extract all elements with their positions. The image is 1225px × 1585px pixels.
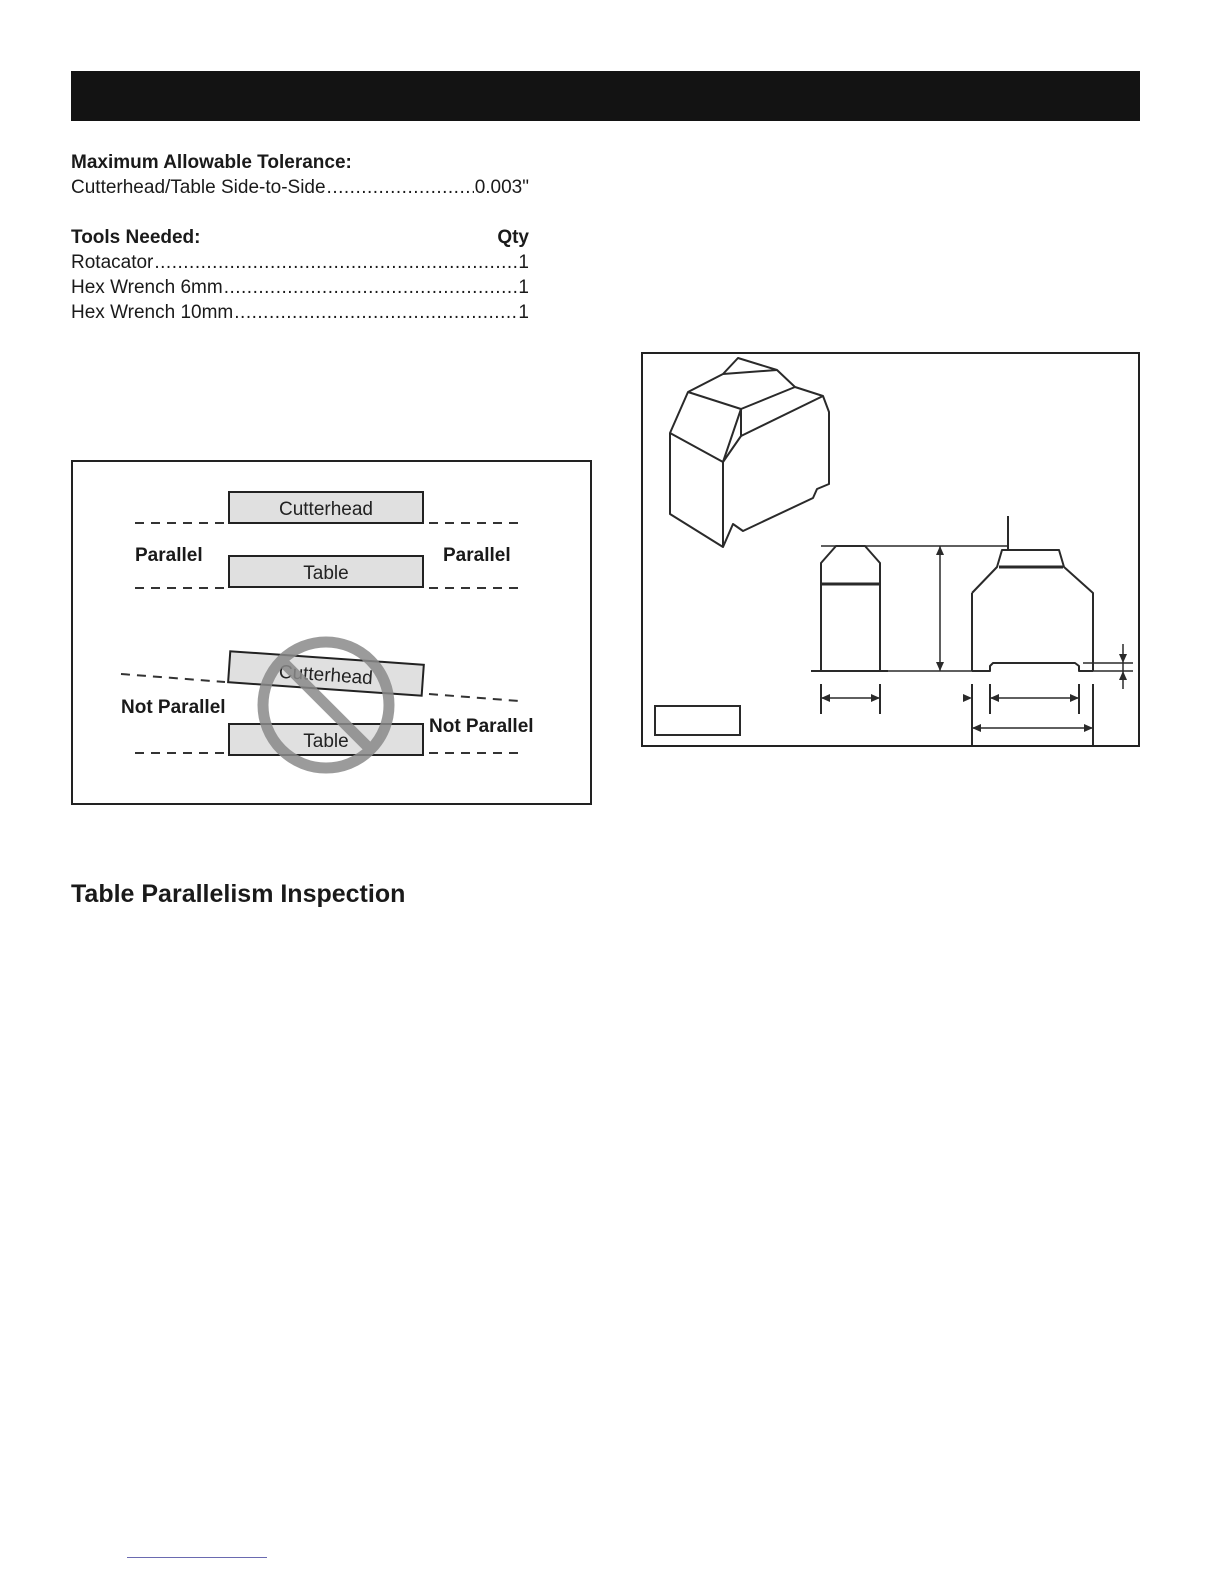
not-parallel-table [229, 724, 423, 755]
tool-qty: 1 [518, 302, 529, 323]
block-edge [741, 396, 823, 436]
qty-header: Qty [497, 227, 529, 248]
tolerance-title: Maximum Allowable Tolerance: [71, 152, 352, 173]
reference-line [121, 674, 225, 682]
tool-label: Hex Wrench 10mm [71, 302, 234, 323]
section-title: Table Parallelism Inspection [71, 880, 406, 908]
side-view-outline [821, 546, 880, 671]
not-parallel-cutterhead [228, 651, 424, 695]
frame-gap [1008, 740, 1063, 745]
cutterhead-label: Cutterhead [278, 661, 374, 690]
dimension-arrows [821, 546, 1127, 732]
leader-dots [234, 300, 517, 325]
parallelism-figure [71, 460, 592, 805]
leader-dots [224, 275, 518, 300]
tool-label: Rotacator [71, 252, 154, 273]
tools-section [71, 225, 529, 325]
cutterhead-label: Cutterhead [278, 499, 374, 520]
leader-dots [327, 175, 474, 200]
tools-header [71, 225, 529, 250]
rotacator-drawing [643, 354, 1138, 745]
tolerance-value: 0.003" [474, 177, 529, 198]
parallel-table [229, 556, 423, 587]
block-outline [670, 358, 829, 547]
block-edge [723, 387, 795, 462]
leader-dots [154, 250, 517, 275]
footer-rule [127, 1557, 267, 1558]
tool-qty: 1 [518, 252, 529, 273]
header-bar [71, 71, 1140, 121]
block-edge [688, 392, 741, 409]
table-label: Table [303, 563, 349, 584]
table-label: Table [303, 731, 349, 752]
tool-row [71, 250, 529, 275]
parallelism-diagram [73, 462, 590, 803]
frame-gap [843, 740, 863, 745]
tool-row [71, 275, 529, 300]
rotacator-figure [641, 352, 1140, 747]
figure-label-box [655, 706, 740, 735]
tool-label: Hex Wrench 6mm [71, 277, 223, 298]
tool-row [71, 300, 529, 325]
front-view-base [972, 663, 1093, 671]
parallel-label-right: Parallel [443, 545, 511, 566]
reference-line [429, 694, 519, 701]
block-edge [723, 370, 777, 374]
not-parallel-label-right: Not Parallel [429, 716, 534, 737]
not-parallel-label-left: Not Parallel [121, 697, 226, 718]
tool-qty: 1 [518, 277, 529, 298]
tolerance-row [71, 175, 529, 200]
parallel-cutterhead [229, 492, 423, 523]
tools-title: Tools Needed: [71, 227, 201, 248]
parallel-label-left: Parallel [135, 545, 203, 566]
tolerance-section [71, 150, 529, 200]
tolerance-label: Cutterhead/Table Side-to-Side [71, 177, 326, 198]
